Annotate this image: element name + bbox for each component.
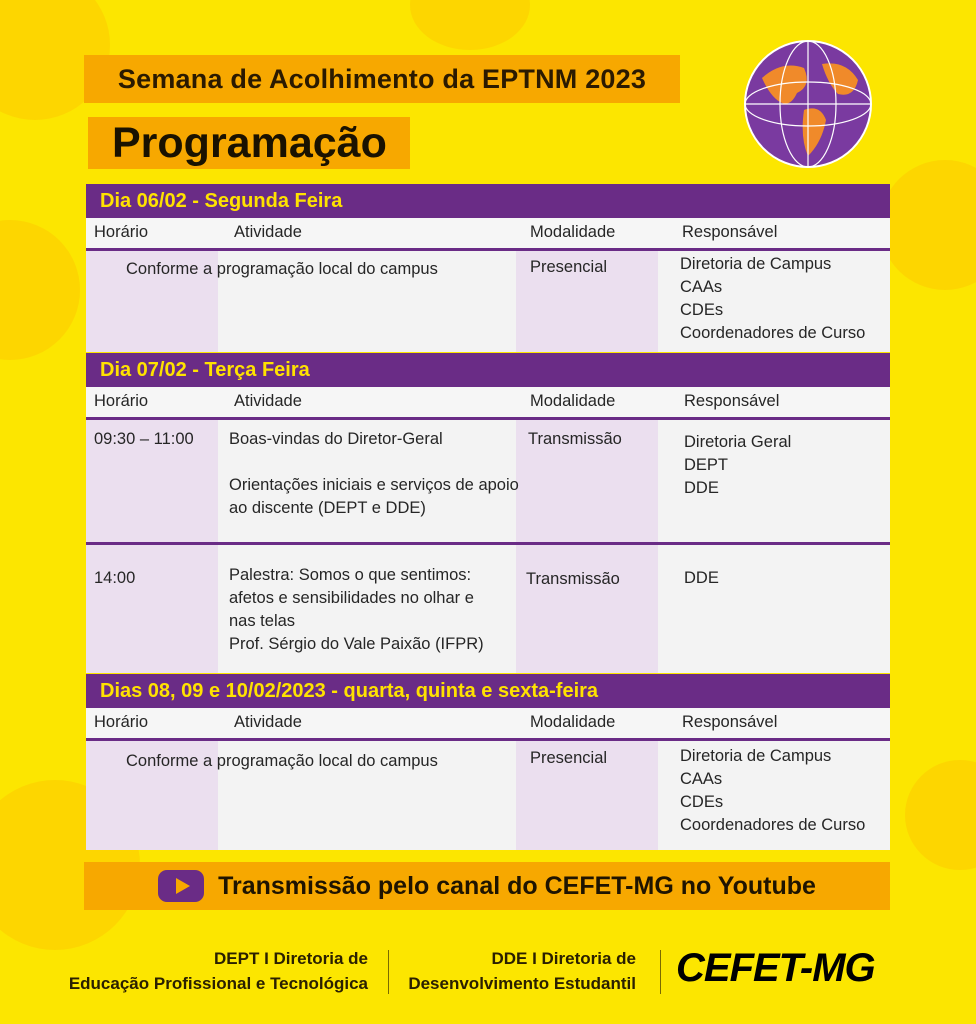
responsible-item: DDE (684, 479, 719, 497)
mode-text: Presencial (530, 749, 608, 767)
background-decoration (880, 160, 976, 290)
activity-line: Palestra: Somos o que sentimos: (229, 566, 472, 584)
footer-dde (400, 946, 636, 996)
responsible-item: Coordenadores de Curso (680, 816, 866, 834)
col-modalidade: Modalidade (530, 713, 616, 731)
section-title: Programação (112, 118, 387, 167)
day-title: Dia 06/02 - Segunda Feira (100, 189, 343, 212)
cefet-mg-logo: CEFET-MG (676, 946, 875, 990)
day-title: Dias 08, 09 e 10/02/2023 - quarta, quinta e sexta-feira (100, 679, 599, 702)
background-decoration (905, 760, 976, 870)
activity-line: Prof. Sérgio do Vale Paixão (IFPR) (229, 635, 484, 653)
section-title-banner (88, 117, 410, 169)
responsible-list (680, 745, 865, 837)
footer-divider (660, 950, 661, 994)
table-header-row (86, 708, 890, 741)
broadcast-text: Transmissão pelo canal do CEFET-MG no Youtube (218, 871, 816, 900)
responsible-item: CDEs (680, 793, 724, 811)
responsible-list (680, 253, 865, 345)
schedule-table-day1 (86, 218, 890, 352)
activity-text: Conforme a programação local do campus (126, 752, 438, 770)
responsible-list (684, 567, 719, 590)
footer-dde-line: Desenvolvimento Estudantil (408, 974, 636, 993)
background-decoration (0, 220, 80, 360)
col-responsavel: Responsável (684, 392, 780, 410)
activity-line: nas telas (229, 612, 296, 630)
table-header-row (86, 387, 890, 420)
table-header-row (86, 218, 890, 251)
responsible-item: CAAs (680, 278, 723, 296)
schedule-table-day3 (86, 708, 890, 850)
globe-icon (742, 38, 874, 170)
youtube-play-icon (158, 870, 204, 902)
col-modalidade: Modalidade (530, 392, 616, 410)
responsible-item: Diretoria de Campus (680, 255, 832, 273)
time-text: 09:30 – 11:00 (94, 430, 194, 448)
day-title: Dia 07/02 - Terça Feira (100, 358, 310, 381)
mode-text: Transmissão (526, 570, 620, 588)
activity-line: Boas-vindas do Diretor-Geral (229, 430, 443, 448)
responsible-item: Diretoria Geral (684, 433, 792, 451)
activity-line (229, 451, 519, 474)
responsible-item: DEPT (684, 456, 729, 474)
col-modalidade: Modalidade (530, 223, 616, 241)
activity-line: afetos e sensibilidades no olhar e (229, 589, 474, 607)
day-header-0810 (86, 674, 890, 708)
col-horario: Horário (94, 713, 149, 731)
responsible-list (684, 431, 791, 500)
footer-dde-line: DDE I Diretoria de (491, 949, 636, 968)
row-separator (86, 542, 890, 545)
footer-divider (388, 950, 389, 994)
event-title-banner (84, 55, 680, 103)
footer-dept (60, 946, 368, 996)
activity-text: Conforme a programação local do campus (126, 260, 438, 278)
broadcast-banner[interactable] (84, 862, 890, 910)
col-atividade: Atividade (234, 392, 302, 410)
time-text: 14:00 (94, 569, 136, 587)
mode-text: Transmissão (528, 430, 622, 448)
background-decoration (410, 0, 530, 50)
activity-line: ao discente (DEPT e DDE) (229, 499, 426, 517)
responsible-item: Diretoria de Campus (680, 747, 832, 765)
activity-text (229, 564, 484, 656)
responsible-item: DDE (684, 569, 719, 587)
responsible-item: Coordenadores de Curso (680, 324, 866, 342)
col-atividade: Atividade (234, 223, 302, 241)
mode-text: Presencial (530, 258, 608, 276)
col-horario: Horário (94, 223, 149, 241)
col-horario: Horário (94, 392, 149, 410)
col-atividade: Atividade (234, 713, 302, 731)
col-responsavel: Responsável (682, 713, 778, 731)
day-header-0602 (86, 184, 890, 218)
activity-line: Orientações iniciais e serviços de apoio (229, 476, 519, 494)
schedule-table-day2 (86, 387, 890, 673)
col-responsavel: Responsável (682, 223, 778, 241)
responsible-item: CAAs (680, 770, 723, 788)
responsible-item: CDEs (680, 301, 724, 319)
footer-dept-line: DEPT I Diretoria de (214, 949, 368, 968)
footer-dept-line: Educação Profissional e Tecnológica (68, 974, 368, 993)
day-header-0702 (86, 353, 890, 387)
activity-text (229, 428, 519, 520)
event-title: Semana de Acolhimento da EPTNM 2023 (117, 63, 647, 94)
